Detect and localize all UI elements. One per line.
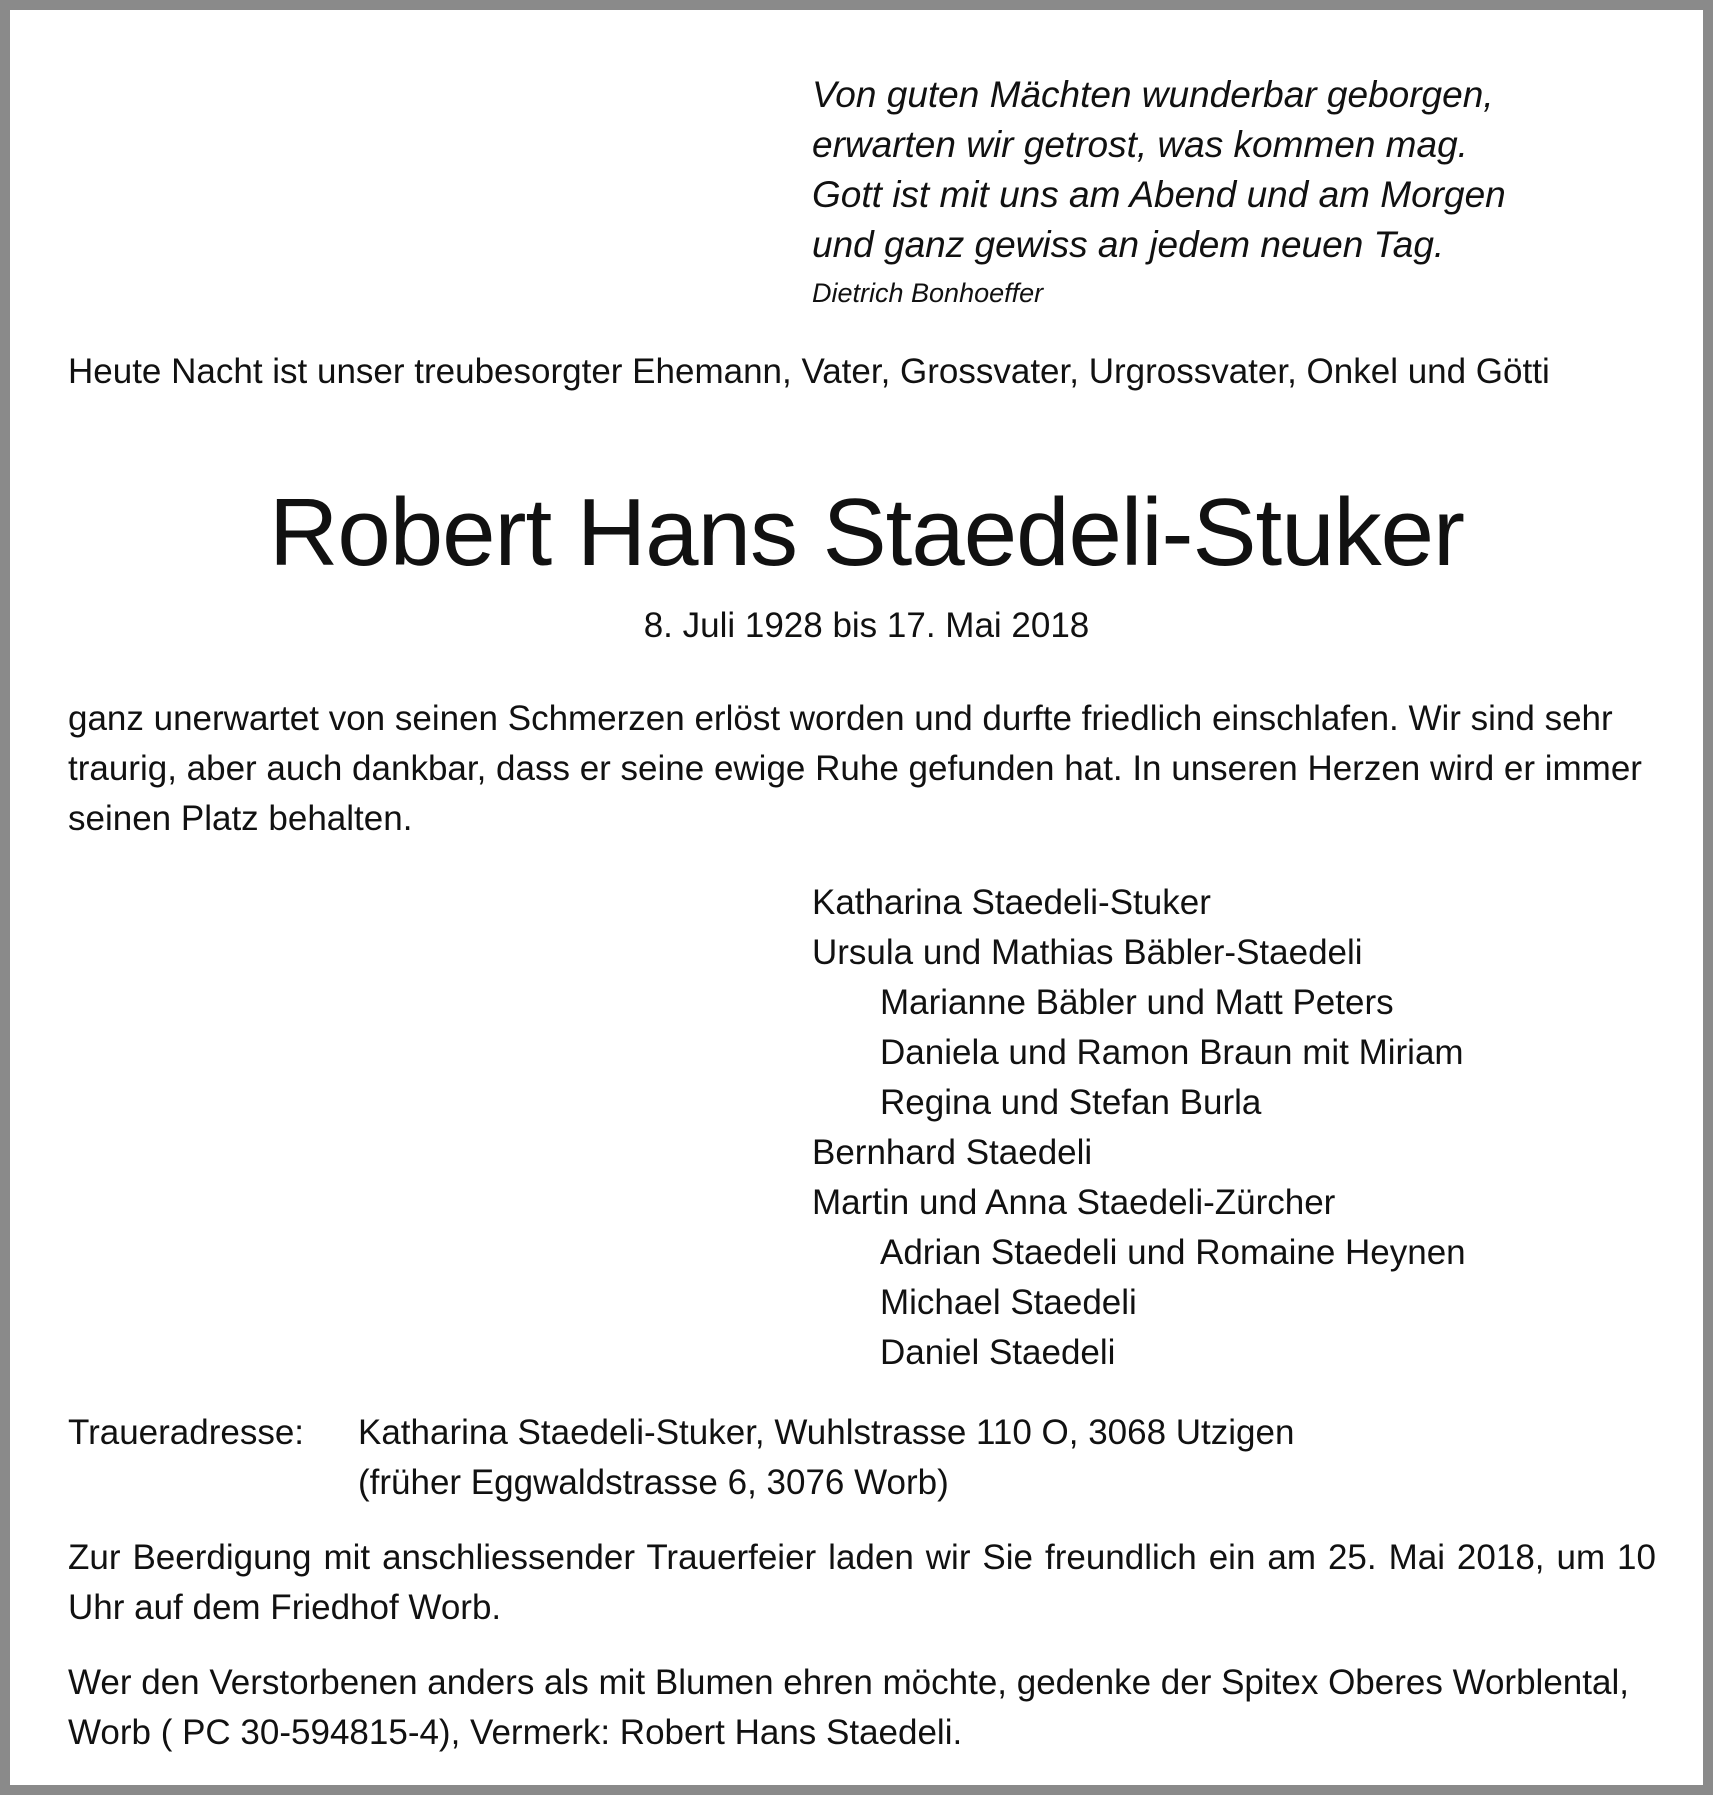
life-dates: 8. Juli 1928 bis 17. Mai 2018 (643, 606, 1090, 645)
mourner-name: Ursula und Mathias Bäbler-Staedeli (812, 933, 1363, 972)
quote-line: erwarten wir getrost, was kommen mag. (812, 124, 1468, 165)
quote-line: und ganz gewiss an jedem neuen Tag. (812, 224, 1445, 265)
mourner-name: Regina und Stefan Burla (880, 1083, 1262, 1122)
quote-author: Dietrich Bonhoeffer (812, 278, 1044, 308)
bonhoeffer-quote (812, 70, 1692, 270)
deceased-name: Robert Hans Staedeli-Stuker (269, 479, 1464, 586)
mourner-name: Michael Staedeli (880, 1283, 1137, 1322)
address-label: Traueradresse: (68, 1413, 305, 1452)
obituary-notice (10, 10, 1703, 1785)
mourner-name: Katharina Staedeli-Stuker (812, 883, 1211, 922)
mourner-name: Adrian Staedeli und Romaine Heynen (880, 1233, 1466, 1272)
donation-info: Wer den Verstorbenen anders als mit Blumen ehren möchte, gedenke der Spitex Oberes Worblental, Worb ( PC 30-594815-4), Vermerk: Robert Hans Staedeli. (68, 1663, 1629, 1752)
address-line: Katharina Staedeli-Stuker, Wuhlstrasse 110 O, 3068 Utzigen (358, 1413, 1295, 1452)
mourner-name: Marianne Bäbler und Matt Peters (880, 983, 1394, 1022)
burial-info: Zur Beerdigung mit anschliessender Trauerfeier laden wir Sie freundlich ein am 25. Mai 2018, um 10 Uhr auf dem Friedhof Worb. (68, 1538, 1656, 1627)
mourners-list (812, 878, 1466, 1378)
mourner-name: Bernhard Staedeli (812, 1133, 1093, 1172)
address-lines (358, 1408, 1294, 1508)
address-line: (früher Eggwaldstrasse 6, 3076 Worb) (358, 1463, 949, 1502)
mourner-name: Daniela und Ramon Braun mit Miriam (880, 1033, 1464, 1072)
mourner-name: Martin und Anna Staedeli-Zürcher (812, 1183, 1336, 1222)
quote-line: Von guten Mächten wunderbar geborgen, (812, 74, 1494, 115)
announcement-text: ganz unerwartet von seinen Schmerzen erlöst worden und durfte friedlich einschlafen. Wir sind sehr traurig, aber auch dankbar, dass er seine ewige Ruhe gefunden hat. In unseren Herzen wird er immer seinen Platz behalten. (68, 699, 1642, 838)
intro-text: Heute Nacht ist unser treubesorgter Ehemann, Vater, Grossvater, Urgrossvater, Onkel und Götti (68, 352, 1550, 391)
mourner-name: Daniel Staedeli (880, 1333, 1116, 1372)
mourning-address (68, 1408, 1294, 1508)
quote-line: Gott ist mit uns am Abend und am Morgen (812, 174, 1506, 215)
